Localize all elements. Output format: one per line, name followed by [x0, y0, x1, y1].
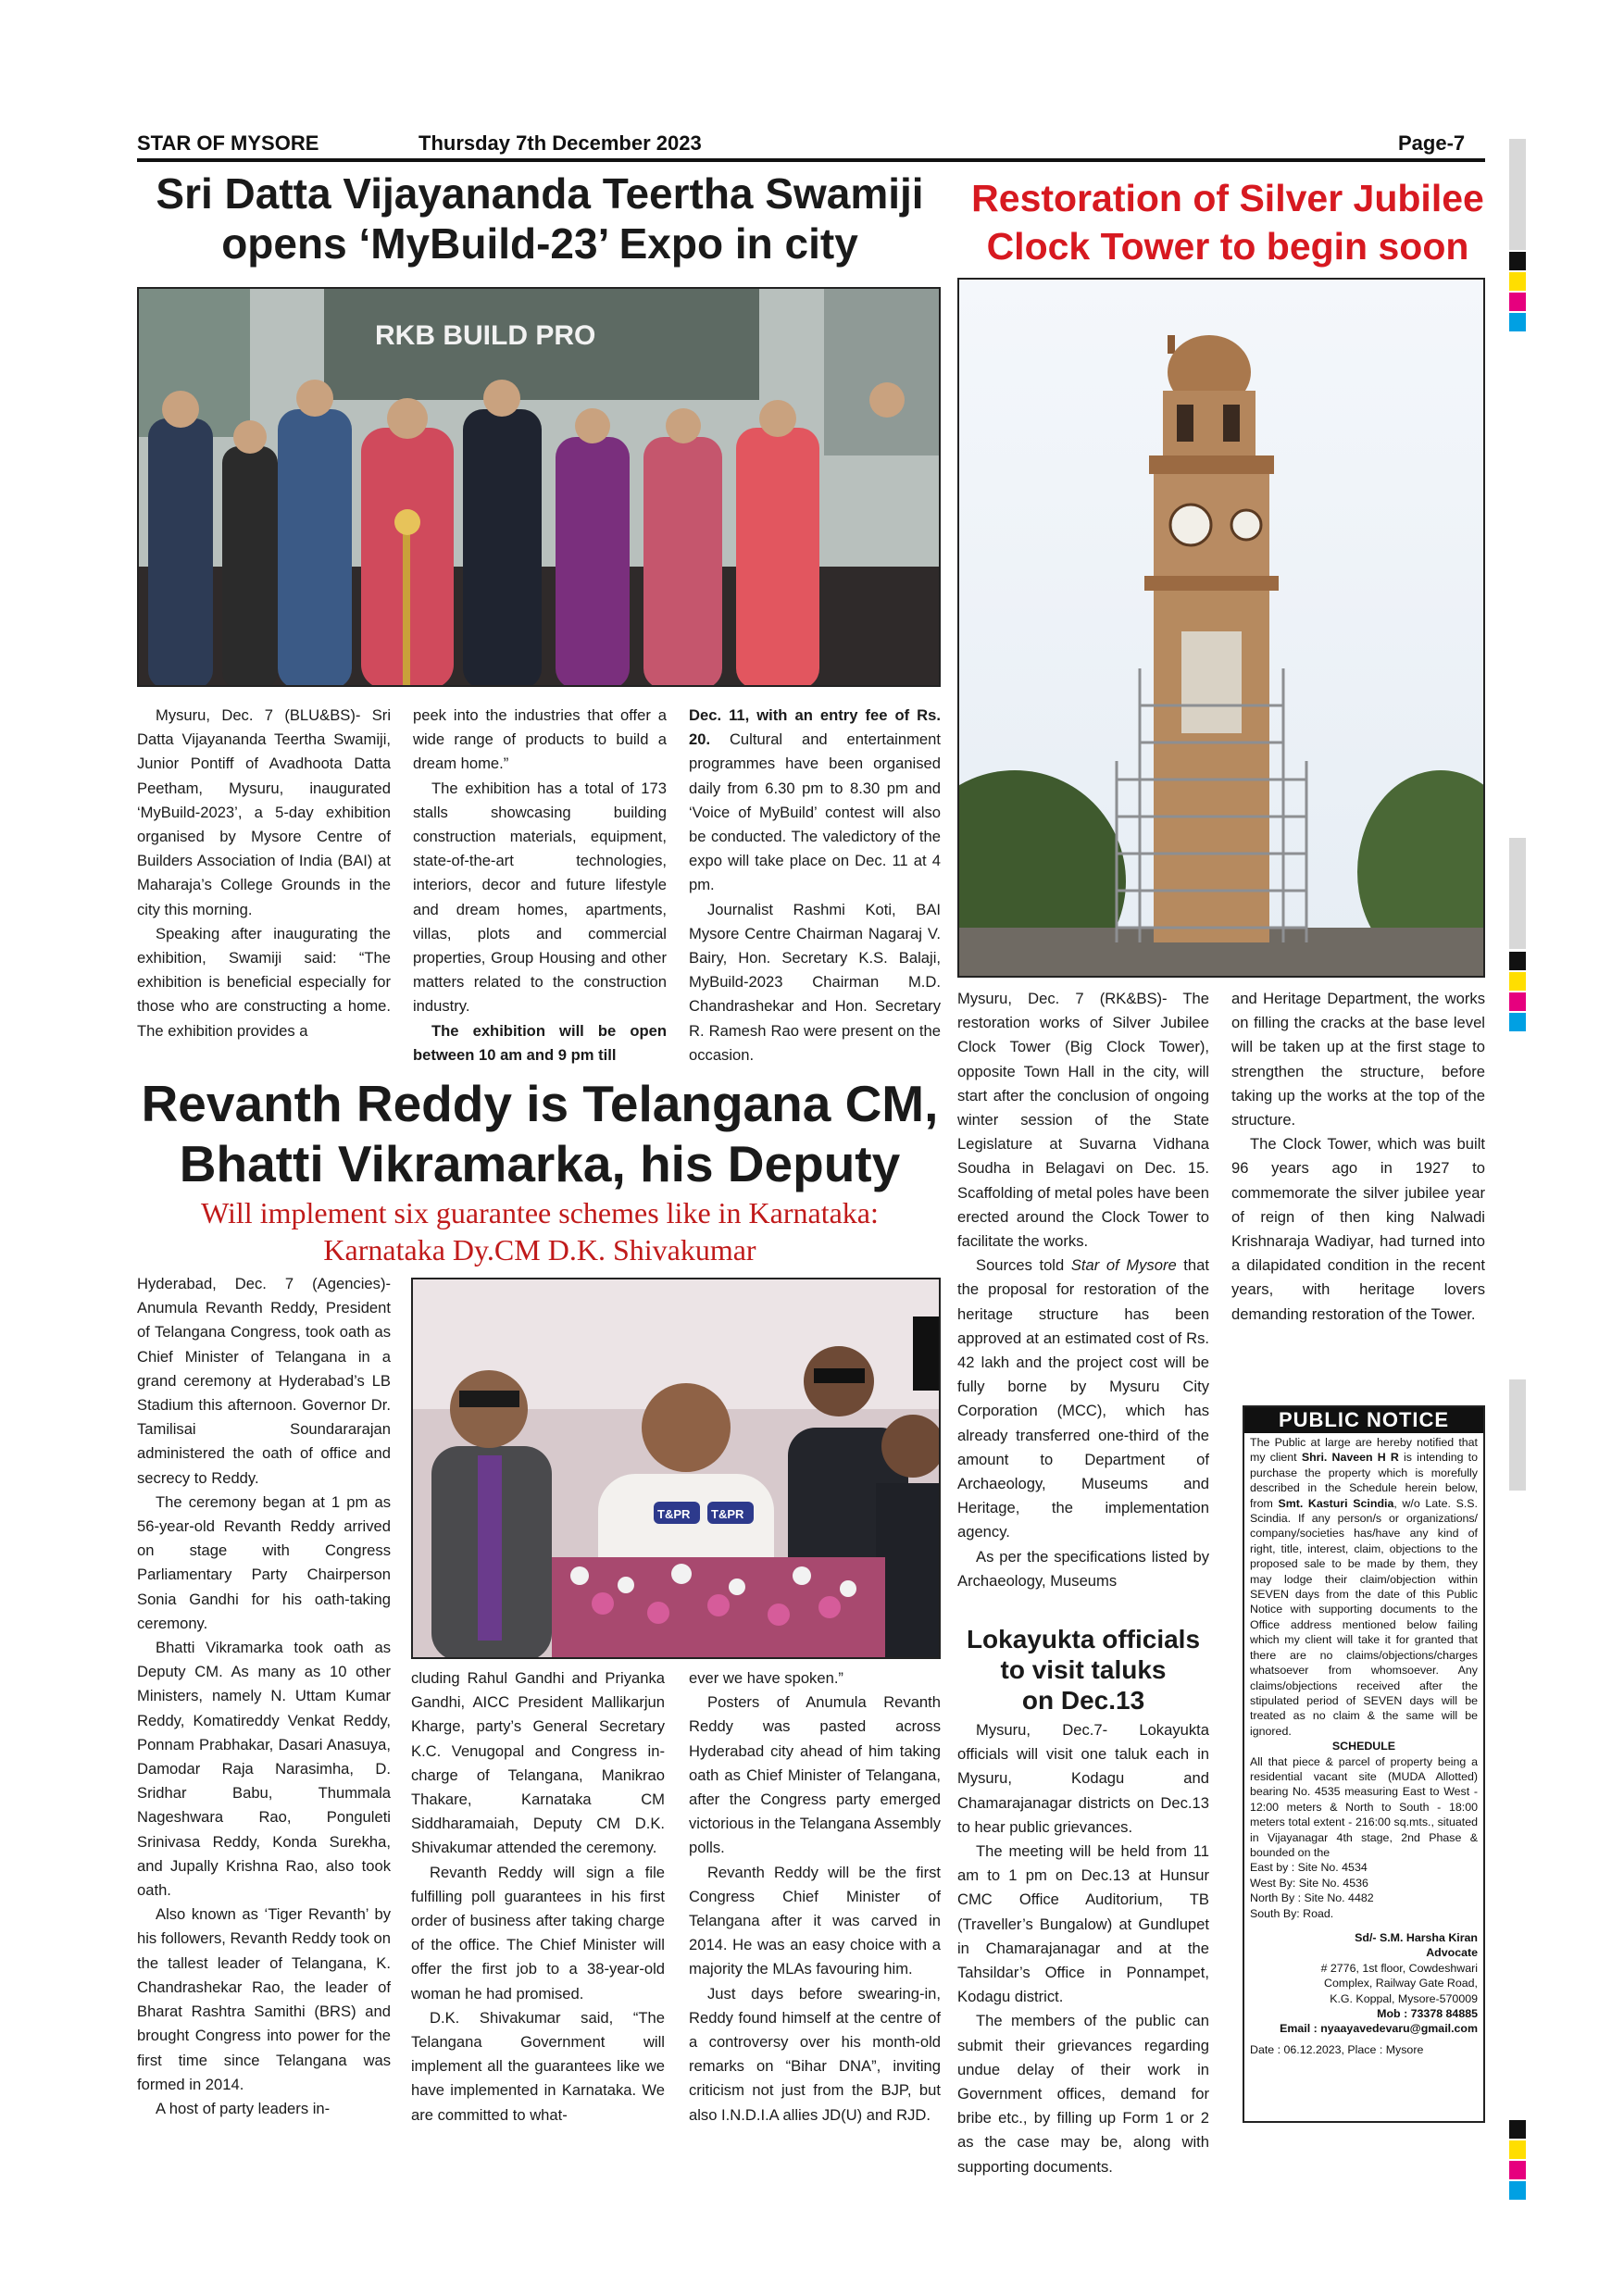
color-bar-magenta: [1509, 293, 1526, 311]
color-bar-yellow: [1509, 972, 1526, 991]
story3-headline: Revanth Reddy is Telangana CM, Bhatti Vikramarka, his Deputy: [141, 1075, 939, 1192]
story2-headline: Restoration of Silver Jubilee Clock Tower to begin soon: [971, 177, 1484, 268]
address-line: # 2776, 1st floor, Cowdeshwari: [1320, 1961, 1478, 1975]
color-bar-magenta: [1509, 2161, 1526, 2179]
issue-date: Thursday 7th December 2023: [418, 131, 702, 155]
header-rule: [137, 158, 1485, 162]
story1-headline: Sri Datta Vijayananda Teertha Swamiji opens ‘MyBuild-23’ Expo in city: [156, 169, 924, 268]
story2-column-2: and Heritage Department, the works on filling the cracks at the base level will be taken up at the first stage to strengthen the structure, before taking up the works at the top of the structure. The Clock Tower, which was built 96 years ago in 1927 to commemorate the silver jubilee year of reign of then king Nalwadi Krishnaraja Wadiyar, had turned into a dilapidated condition in the recent years, with heritage lovers demanding restoration of the Tower.: [1231, 990, 1485, 1323]
public-notice-title: PUBLIC NOTICE: [1244, 1407, 1483, 1433]
color-bar-yellow: [1509, 272, 1526, 291]
oath-photo-illustration: [413, 1279, 941, 1659]
expo-photo-illustration: [139, 289, 941, 687]
public-notice-box: [1243, 1405, 1485, 2123]
story3-deck: Will implement six guarantee schemes like in Karnataka: Karnataka Dy.CM D.K. Shivakumar: [201, 1196, 879, 1267]
address-line: Complex, Railway Gate Road,: [1324, 1977, 1478, 1990]
schedule-text: All that piece & parcel of property being a residential vacant site (MUDA Allotted) bearing No. 4535 measuring East to West - 12:00 meters & North to South - 18:00 meters total extent - 216:00 sq.mts., situated in Vijayanagar 4th stage, 2nd Phase & bounded on the: [1250, 1754, 1478, 1859]
crop-bar: [1509, 838, 1526, 949]
mic-label: T&PR: [657, 1507, 691, 1521]
story4-headline: Lokayukta officials to visit taluks on Dec.13: [966, 1625, 1201, 1715]
color-bar-yellow: [1509, 2140, 1526, 2159]
mic-label: T&PR: [711, 1507, 744, 1521]
color-bar-cyan: [1509, 313, 1526, 331]
story1-column-3: Dec. 11, with an entry fee of Rs. 20. Cultural and entertainment programmes have been organised daily from 6.30 pm to 8.30 pm and ‘Voice of MyBuild’ contest will also be conducted. The valedictory of the expo will take place on Dec. 11 at 4 pm. Journalist Rashmi Koti, BAI Mysore Centre Chairman Nagaraj V. Bairy, Hon. Secretary K.S. Balaji, MyBuild-2023 Chairman M.D. Chandrashekar and Hon. Secretary R. Ramesh Rao were present on the occasion.: [689, 706, 941, 1064]
story1-column-1: Mysuru, Dec. 7 (BLU&BS)- Sri Datta Vijayananda Teertha Swamiji, Junior Pontiff of Avadhoota Datta Peetham, Mysuru, inaugurated ‘MyBuild-2023’, a 5-day exhibition organised by Mysore Centre of Builders Association of India (BAI) at Maharaja’s College Grounds in the city this morning. Speaking after inaugurating the exhibition, Swamiji said: “The exhibition is beneficial especially for those who are constructing a home. The exhibition provides a: [137, 706, 391, 1040]
color-bar-black: [1509, 252, 1526, 270]
story3-column-1: Hyderabad, Dec. 7 (Agencies)- Anumula Revanth Reddy, President of Telangana Congress, took oath as Chief Minister of Telangana in a grand ceremony at Hyderabad’s LB Stadium this afternoon. Governor Dr. Tamilisai Soundararajan administered the oath of office and secrecy to Reddy. The ceremony began at 1 pm as 56-year-old Revanth Reddy arrived on stage with Congress Parliamentary Party Chairperson Sonia Gandhi for his oath-taking ceremony. Bhatti Vikramarka took oath as Deputy CM. As many as 10 other Ministers, namely N. Uttam Kumar Reddy, Komatireddy Venkat Reddy, Ponnam Prabhakar, Dasari Anasuya, Damodar Raja Narasimha, D. Sridhar Babu, Thummala Nageshwara Rao, Ponguleti Srinivasa Reddy, Konda Surekha, and Jupally Krishna Rao, also took oath. Also known as ‘Tiger Revanth’ by his followers, Revanth Reddy took on the tallest leader of Telangana, K. Chandrashekar Rao, the leader of Bharat Rashtra Samithi (BRS) and brought Congress into power for the first time since Telangana was formed in 2014. A host of party leaders in-: [137, 1275, 391, 2117]
clock-tower-photo: [957, 278, 1485, 978]
expo-banner-text: RKB BUILD PRO: [375, 320, 596, 351]
email-address: Email : nyaayavedevaru@gmail.com: [1280, 2022, 1478, 2036]
address-line: K.G. Koppal, Mysore-570009: [1330, 1991, 1478, 2005]
schedule-title: SCHEDULE: [1331, 1740, 1396, 1753]
color-bar-magenta: [1509, 992, 1526, 1011]
public-notice-body: [1244, 1433, 1483, 2059]
notice-paragraph: The Public at large are hereby notified that my client Shri. Naveen H R is intending to purchase the property which is morefully described in the Schedule herein below, from Smt. Kasturi Scindia, w/o Late. S.S. Scindia. If any person/s or organizations/ company/societies has/have any kind of right, title, interest, claim, objections to the proposed sale to be made by them, they may lodge their claim/objection within SEVEN days from the date of this Public Notice with supporting documents to the Office address mentioned below failing which my client will take it for granted that there are no claims/objections/charges whatsoever from whomsoever. Any claims/objections received after the stipulated period of SEVEN days will be treated as no claim & the same will be ignored.: [1250, 1436, 1478, 1738]
notice-date: Date : 06.12.2023, Place : Mysore: [1250, 2042, 1424, 2056]
bound-west: West By: Site No. 4536: [1250, 1876, 1368, 1890]
color-bar-cyan: [1509, 2181, 1526, 2200]
color-bar-black: [1509, 2120, 1526, 2139]
bound-east: East by : Site No. 4534: [1250, 1861, 1368, 1875]
clock-tower-illustration: [959, 280, 1485, 978]
story4-body: Mysuru, Dec.7- Lokayukta officials will visit one taluk each in Mysuru, Kodagu and Chamarajanagar districts on Dec.13 to hear public grievances. The meeting will be held from 11 am to 1 pm on Dec.13 at Hunsur CMC Office Auditorium, TB (Traveller’s Bungalow) at Gundlupet in Chamarajanagar and at the Tahsildar’s Office in Ponnampet, Kodagu district. The members of the public can submit their grievances regarding undue delay of their work in Government offices, demand for bribe etc., by filling up Form 1 or 2 as the case may be, along with supporting documents.: [957, 1721, 1209, 2176]
story3-column-3: ever we have spoken.” Posters of Anumula Revanth Reddy was pasted across Hyderabad city ahead of him taking oath as Chief Minister of Telangana, after the Congress party emerged victorious in the Telangana Assembly polls. Revanth Reddy will be the first Congress Chief Minister of Telangana after it was carved in 2014. He was an easy choice with a majority the MLAs favouring him. Just days before swearing-in, Reddy found himself at the centre of a controversy over his month-old remarks on “Bihar DNA”, inviting criticism not just from the BJP, but also I.N.D.I.A allies JD(U) and RJD.: [689, 1669, 941, 2124]
story1-column-2: peek into the industries that offer a wide range of products to build a dream home.” The exhibition has a total of 173 stalls showcasing building construction materials, equipment, state-of-the-art technologies, interiors, decor and future lifestyle and dream homes, apartments, villas, plots and commercial properties, Group Housing and other matters related to the construction industry. The exhibition will be open between 10 am and 9 pm till: [413, 706, 667, 1064]
bound-north: North By : Site No. 4482: [1250, 1891, 1374, 1905]
story3-column-2: cluding Rahul Gandhi and Priyanka Gandhi, AICC President Mallikarjun Kharge, party’s General Secretary K.C. Venugopal and Congress in-charge of Telangana, Manikrao Thakare, Karnataka CM Siddharamaiah, Deputy CM D.K. Shivakumar attended the ceremony. Revanth Reddy will sign a file fulfilling poll guarantees in his first order of business after taking charge of the office. The Chief Minister will offer the first job to a 38-year-old woman he had promised. D.K. Shivakumar said, “The Telangana Government will implement all the guarantees like we have implemented in Karnataka. We are committed to what-: [411, 1669, 665, 2124]
page-number: Page-7: [1398, 131, 1466, 155]
mobile-number: Mob : 73378 84885: [1377, 2007, 1478, 2021]
crop-bar: [1509, 1379, 1526, 1491]
expo-inauguration-photo: [137, 287, 941, 687]
oath-ceremony-photo: [411, 1278, 941, 1659]
story2-column-1: Mysuru, Dec. 7 (RK&BS)- The restoration works of Silver Jubilee Clock Tower (Big Clock Tower), opposite Town Hall in the city, will start after the conclusion of ongoing winter session of the State Legislature at Suvarna Vidhana Soudha in Belagavi on Dec. 15. Scaffolding of metal poles have been erected around the Clock Tower to facilitate the works. Sources told Star of Mysore that the proposal for restoration of the heritage structure has been approved at an estimated cost of Rs. 42 lakh and the project cost will be fully borne by Mysuru City Corporation (MCC), which has already transferred one-third of the amount to Department of Archaeology, Museums and Heritage, the implementation agency. As per the specifications listed by Archaeology, Museums: [957, 990, 1209, 1590]
color-bar-cyan: [1509, 1013, 1526, 1031]
color-bar-black: [1509, 952, 1526, 970]
crop-bar: [1509, 139, 1526, 250]
newspaper-name: STAR OF MYSORE: [137, 131, 319, 155]
advocate-signature: Sd/- S.M. Harsha Kiran: [1355, 1931, 1478, 1944]
advocate-title: Advocate: [1426, 1946, 1478, 1960]
bound-south: South By: Road.: [1250, 1906, 1334, 1920]
